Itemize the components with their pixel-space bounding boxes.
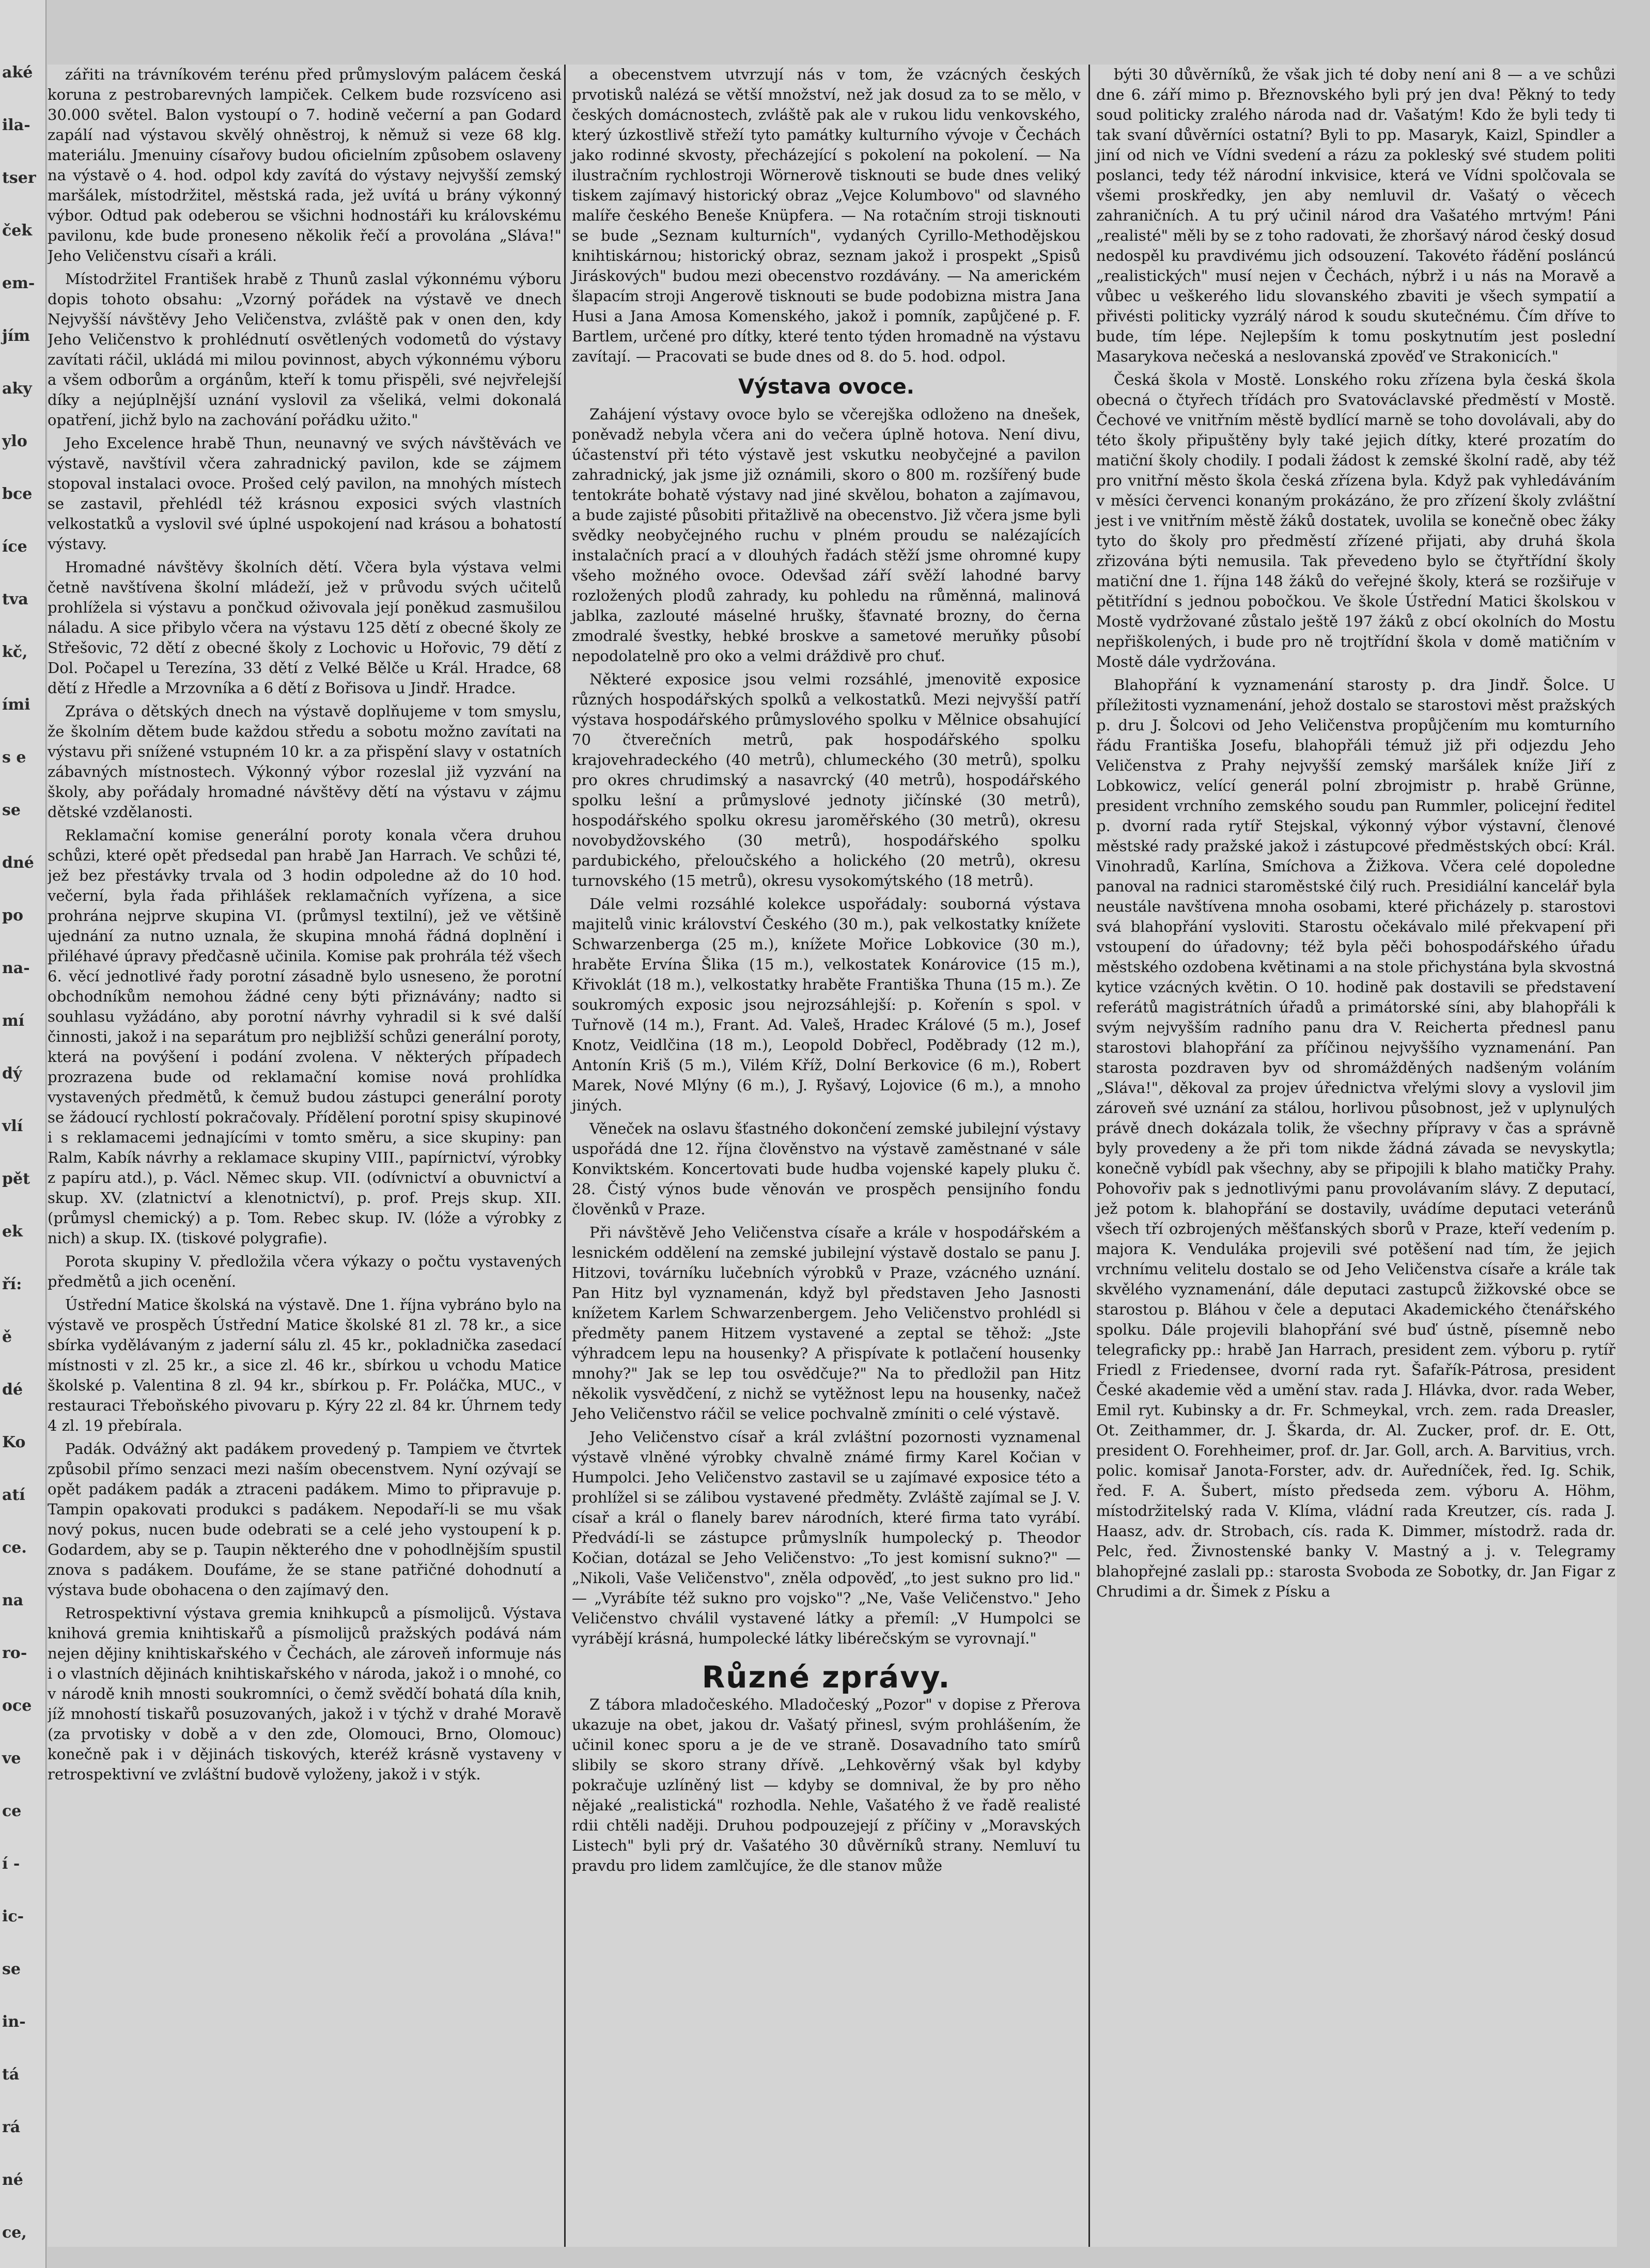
strip-fragment: ylo [2,432,27,450]
strip-fragment: aké [2,64,33,82]
article-paragraph: Některé exposice jsou velmi rozsáhlé, jmenovitě exposice různých hospodářských spolků a velkostatků. Mezi nejvyšší patří výstava hospodářského průmyslového spolku v Mělnice obsahující 70 čtverečních metrů, pak hospodářského spolku krajovehradeckého (40 metrů), chlumeckého (30 metrů), spolku pro okres chrudimský a nasavrcký (40 metrů), hospodářského spolku lešní a průmyslové jednoty jičínské (30 metrů), hospodářského spolku okresu jaroměřského (30 metrů), okresu novobydžovského (30 metrů), hospodářského spolku pardubického, přeloučského a holického (20 metrů), okresu turnovského (15 metrů), okresu vysokomýtského (18 metrů). [572,670,1081,889]
section-title: Výstava ovoce. [738,375,914,399]
strip-fragment: na [2,1591,24,1609]
article-paragraph: a obecenstvem utvrzují nás v tom, že vzácných českých prvotisků nalézá se větší množství, než jak dosud za to se mělo, v českých domácnostech, zvláště pak ale v rukou lidu venkovského, který úzkostlivě střeží tyto památky kulturního vývoje v Čechách jako rodinné skvosty, přecházející s pokolení na pokolení. — Na ilustračním rychlostroji Wörnerově tisknouti se bude dnes veliký tiskem zajímavý historický obraz „Vejce Kolumbovo" od slavného malíře českého Beneše Knüpfera. — Na rotačním stroji tisknouti se bude „Seznam kulturních", vydaných Cyrillo-Methodějskou knihtiskárnou; historický obraz, seznam jakož i prospekt „Spisů Jiráskových" budou mezi obecenstvo rozdávány. — Na americkém šlapacím stroji Angerově tisknouti se bude podobizna mistra Jana Husi a Jana Amosa Komenského, jakož i pomník, zapůjčené p. F. Bartlem, určené pro dítky, které tento týden hromadně na výstavu zavítají. — Pracovati se bude dnes od 8. do 5. hod. odpol. [572,66,1081,365]
article-paragraph: Česká škola v Mostě. Lonského roku zřízena byla česká škola obecná o čtyřech třídách pro Svatováclavské předměstí v Mostě. Čechové ve vnitřním městě bydlící marně se toho dovolávali, aby do této školy připuštěny byly také jejich dítky, které prozatím do matiční školy chodily. I podali žádost k zemské školní radě, aby též pro vnitřní město škola česká zřízena byla. Když pak vyhledáváním v měsíci červenci konaným prokázáno, že pro zřízení školy zvláštní jest i ve vnitřním městě žáků dostatek, uvolila se konečně obec žáky tyto do školy pro předměstí zřízené přijati, aby druhá škola zřizována býti nemusila. Tak převedeno bylo se čtyřtřídní školy matiční dne 1. října 148 žáků do veřejné školy, která se rozšiřuje v pětitřídní s jednou pobočkou. Ve škole Ústřední Matici školskou v Mostě vydržované zůstalo ještě 197 žáků z obcí okolních do Mostu nepřiškolených, i bude pro ně trojtřídní škola v domě matičním v Mostě dále vydržována. [1096,371,1615,670]
strip-fragment: Ko [2,1433,26,1451]
strip-fragment: íce [2,538,27,556]
strip-fragment: em- [2,274,35,292]
strip-fragment: se [2,1960,21,1978]
article-paragraph: Místodržitel František hrabě z Thunů zaslal výkonnému výboru dopis tohoto obsahu: „Vzorný pořádek na výstavě ve dnech Nejvyšší návštěvy Jeho Veličenstva, zvláště pak v onen den, kdy Jeho Veličenstvo k prohlédnutí osvětlených vodometů do výstavy zavítati ráčil, ukládá mi milou povinnost, abych výkonnému výboru a všem odborům a orgánům, kteří k tomu přispěli, své nejvřelejší díky a nejúplnější uznání vyslovil za všeliká, velmi dokonalá opatření, jichž bylo na zachování pořádku užito." [48,270,562,429]
strip-fragment: bce [2,485,33,503]
strip-fragment: dné [2,854,34,872]
strip-fragment: na- [2,959,30,977]
strip-fragment: ími [2,696,30,714]
article-paragraph: Věneček na oslavu šťastného dokončení zemské jubilejní výstavy uspořádá dne 12. října člověnstvo na výstavě zaměstnané v sále Konviktském. Koncertovati bude hudba vojenské kapely pluku č. 28. Čistý výnos bude věnován ve prospěch pensijního fondu člověnků v Praze. [572,1120,1081,1218]
article-paragraph: Porota skupiny V. předložila včera výkazy o počtu vystavených předmětů a jich ocenění. [48,1253,562,1290]
article-paragraph: Zahájení výstavy ovoce bylo se včerejška odloženo na dnešek, poněvadž nebyla včera ani do večera úplně hotova. Není divu, účastenství při této výstavě jest vskutku neobyčejné a pavilon zahradnický, jak jsme již oznámili, skoro o 800 m. rozšířený bude tentokráte bohatě výstavy nad jiné skvělou, bohaton a zajímavou, a bude zajisté působiti přitažlivě na obecenstvo. Již včera jsme byli svědky neobyčejného ruchu v plném proudu se nalézajících instalačních prací a v dlouhých řadách stěží jsme ohromné kupy všeho možného ovoce. Odevšad září svěží lahodné barvy rozložených plodů zahrady, ku pohledu na růměnná, malinová jablka, zazlouté máselné hrušky, šťavnaté brozny, do černa zmodralé švestky, hebké broskve a sametové meruňky působí nepodolatelně pro oko a velmi dráždivě pro chuť. [572,405,1081,665]
article-paragraph: Z tábora mladočeského. Mladočeský „Pozor" v dopise z Přerova ukazuje na obet, jakou dr. Vašatý přinesl, svým prohlášením, že učinil konec sporu a je de ve straně. Dosavadního tato smírů slibily se skoro strany dřívě. „Lehkověrný však byl kdyby pokračuje uzlíněný list — kdyby se domnival, že by pro něho nějaké „realistická" rozhodla. Nehle, Vašatého ž ve řadě realisté rdii chtěli naději. Druhou podpouzejejí z příčiny v „Moravských Listech" byli prý dr. Vašatého 30 důvěrníků strany. Nemluví tu pravdu pro lidem zamlčujíce, že dle stanov může [572,1696,1081,1874]
article-paragraph: Retrospektivní výstava gremia knihkupců a písmolijců. Výstava knihová gremia knihtiskařů a písmolijců pražských podává nám nejen dějiny knihtiskařského v Čechách, ale zároveň informuje nás i o vlastních dějinách knihtiskařského v národa, jakož i o mnohé, co v národě knih mnosti soukromníci, o čemž svědčí bohatá díla knih, jíž mnohostí tiskařů posuzovaných, jakož i v týchž v drahé Moravě (za prvotisky v době a v den zde, Olomouci, Brno, Olomouc) konečně pak i v dějinách tiskových, kteréž krásně vystaveny v retrospektivní ve zvláštní budově vyloženy, jakož i v stýk. [48,1604,562,1783]
adjacent-page-strip [0,0,46,2268]
column-3 [1088,65,1615,2247]
strip-fragment: se [2,801,21,819]
strip-fragment: mí [2,1012,25,1030]
strip-fragment: pět [2,1170,30,1188]
column-1 [48,65,562,2247]
strip-fragment: ček [2,222,33,240]
strip-fragment: tva [2,590,28,608]
article-paragraph: Reklamační komise generální poroty konala včera druhou schůzi, které opět předsedal pan hrabě Jan Harrach. Ve schůzi té, jež bez přestávky trvala od 3 hodin odpoledne až do 10 hod. večerní, byla řada přihlášek reklamačních vyřízena, a sice prohrána nejprve skupina VI. (průmysl textilní), jež ve většině ujednání za nutno uznala, že skupina mnohá řádná doplnění i přiléhavé úpravy předčasně učinila. Komise pak prohrála též všech 6. věcí jednotlivé řady porotní zásadně bylo usneseno, že porotní obchodníkům nemohou žádné ceny býti přiznávány; nadto si souhlasu vyžádáno, aby porotní návrhy vyhradil si k své další činnosti, jakož i na separátum pro nejbližší schůzi generální poroty, která na povýšení i podání zvolena. V některých případech prozrazena bude od reklamační komise nová prohlídka vystavených předmětů, k čemuž budou zástupci generální poroty se žádoucí rychlostí pokračovaly. Přídělení porotní spisy skupinové i s reklamacemi jednajícími v tomto směru, a sice skupiny: pan Ralm, Kabík návrhy a reklamace skupiny VIII., papírnictví, výrobky z papíru atd.), p. Václ. Němec skup. VII. (odívnictví a obuvnictví a skup. XV. (zlatnictví a klenotnictví), p. prof. Prejs skup. XII. (průmysl chemický) a p. Tom. Rebec skup. IV. (lóže a výrobky z nich) a skup. IX. (tiskové polygrafie). [48,826,562,1247]
strip-fragment: oce [2,1697,32,1715]
strip-fragment: ce, [2,2224,27,2242]
strip-fragment: po [2,906,23,925]
strip-fragment: jím [2,327,30,345]
strip-fragment: kč, [2,643,28,661]
article-paragraph: zářiti na trávníkovém terénu před průmyslovým palácem česká koruna z pestrobarevných lampiček. Celkem bude rozsvíceno asi 30.000 světel. Balon vystoupí o 7. hodině večerní a pan Godard zapálí nad výstavou skvělý ohněstroj, k němuž si veze 68 klg. materiálu. Jmenuiny císařovy budou oficielním způsobem oslaveny na výstavě o 4. hod. odpol kdy zavítá do výstavy nejvyšší zemský maršálek, místodržitel, městská rada, jež uvítá u brány výkonný výbor. Odtud pak odeberou se všichni hodnostáři ku královskému pavilonu, kde bude proneseno několik řečí a provolána „Sláva!" Jeho Veličenstvu císaři a králi. [48,66,562,264]
strip-fragment: atí [2,1486,25,1504]
strip-fragment: s e [2,748,26,767]
strip-fragment: ří: [2,1275,22,1293]
article-paragraph: Jeho Veličenstvo císař a král zvláštní pozornosti vyznamenal výstavě vlněné výrobky chvalně známé firmy Karel Kočian v Humpolci. Jeho Veličenstvo zastavil se u zajímavé exposice této a prohlížel si se zálibou vystavené předměty. Zvláště zajímal se J. V. císař a král o flanely barev národních, které firma tato vyrábí. Předvádí-li se zástupce průmyslník humpolecký p. Theodor Kočian, dotázal se Jeho Veličenstvo: „To jest komisní sukno?" — „Nikoli, Vaše Veličenstvo", zněla odpověď, „to jest sukno pro lid." — „Vyrábíte též sukno pro vojsko"? „Ne, Vaše Veličenstvo." Jeho Veličenstvo chválil vystavené látky a přemíl: „V Humpolci se vyrábějí krásná, humpolecké látky libérečským se vyrovnají." [572,1428,1081,1647]
strip-fragment: ila- [2,116,30,134]
strip-fragment: ve [2,1749,21,1768]
strip-fragment: ce [2,1802,22,1820]
strip-fragment: né [2,2171,23,2189]
article-paragraph: Jeho Excelence hrabě Thun, neunavný ve svých návštěvách ve výstavě, navštívil včera zahradnický pavilon, kde se zájmem stopoval instalaci ovoce. Prošed celý pavilon, na mnohých místech se zastavil, přehlédl též krásnou exposici svých vlastních velkostatků a vyslovil své úplné uspokojení nad krásou a bohatostí výstavy. [48,434,562,553]
strip-fragment: aky [2,380,32,398]
strip-fragment: tá [2,2066,20,2084]
strip-fragment: ce. [2,1539,27,1557]
strip-fragment: dý [2,1065,22,1083]
strip-fragment: in- [2,2013,26,2031]
strip-fragment: vlí [2,1117,23,1135]
article-paragraph: býti 30 důvěrníků, že však jich té doby není ani 8 — a ve schůzi dne 6. září mimo p. Březnovského byli prý jen dva! Pěkný to tedy soud politicky zralého národa nad dr. Vašatým! Kdo že byli tedy ti tak svaní důvěrníci ostatní? Byli to pp. Masaryk, Kaizl, Spindler a jiní od nich ve Vídni svedení a rázu za pokleský své studem politi poslanci, tedy též národní inkvisice, která ve Vídni spolčovala se všemi proskředky, jen aby nemluvil dr. Vašatý o věcech zahraničních. A tu prý učinil národ dra Vašatého mrtvým! Páni „realisté" měli by se z toho radovati, že zhoršavý národ český dosud nedospěl ku pravdivému jich odsouzení. Takovéto řádění posláncú „realistických" musí nejen v Čechách, nýbrž i u nás na Moravě a vůbec u veškerého lidu slovanského zbaviti je všech sympatií a přivésti politicky vyzrálý národ k soudu skutečnému. Čím dříve to bude, tím lépe. Nejlepším k tomu poskytnutím jest poslední Masarykova nečeská a neslovanská zpověď ve Strakonicích." [1096,66,1615,365]
strip-fragment: rá [2,2118,21,2136]
strip-fragment: ro- [2,1644,27,1662]
article-paragraph: Ústřední Matice školská na výstavě. Dne 1. října vybráno bylo na výstavě ve prospěch Ústřední Matice školské 81 zl. 78 kr., a sice sbírka vydělávaným z jaderní sálu zl. 45 kr., pokladnička zasedací místnosti v zl. 25 kr., a sice zl. 46 kr., sbírkou u vchodu Matice školské p. Valentina 8 zl. 94 kr., sbírkou p. Fr. Poláčka, MUC., v restauraci Třeboňského pivovaru p. Kýry 22 zl. 84 kr. Úhrnem tedy 4 zl. 19 přebírala. [48,1296,562,1434]
newspaper-sheet [48,65,1617,2247]
article-paragraph: Hromadné návštěvy školních dětí. Včera byla výstava velmi četně navštívena školní mládeží, jež v průvodu svých učitelů prohlížela si výstavu a pončkud oživovala její poněkud zasmušilou náladu. A sice přibylo včera na výstavu 125 dětí z obecné školy ze Střešovic, 72 dětí z obecné školy z Lochovic u Hořovic, 79 dětí z Dol. Počapel u Terezína, 33 dětí z Velké Bělče u Král. Hradce, 68 dětí z Hředle a Mrzovníka a 6 dětí z Bořisova u Jindř. Hradce. [48,558,562,697]
strip-fragment: ic- [2,1907,24,1926]
article-paragraph: Dále velmi rozsáhlé kolekce uspořádaly: souborná výstava majitelů vinic království Českého (30 m.), pak velkostatky knížete Schwarzenberga (25 m.), knížete Mořice Lobkovice (30 m.), hraběte Ervína Šlika (15 m.), velkostatek Konárovice (15 m.), Křivoklát (18 m.), velkostatky hraběte Františka Thuna (15 m.). Ze soukromých exposic jsou nejrozsáhlejší: p. Kořenín s spol. v Tuřnově (14 m.), Frant. Ad. Valeš, Hradec Králové (5 m.), Josef Knotz, Veidlčina (18 m.), Leopold Dobřecl, Poděbrady (12 m.), Antonín Kriš (5 m.), Vilém Kříž, Dolní Berkovice (6 m.), Robert Marek, Nové Mlýny (6 m.), J. Ryšavý, Lojovice (6 m.), a mnoho jiných. [572,895,1081,1114]
article-paragraph: Při návštěvě Jeho Veličenstva císaře a krále v hospodářském a lesnickém oddělení na zemské jubilejní výstavě dostalo se panu J. Hitzovi, továrníku lučebních výrobků v Praze, vzácného uznání. Pan Hitz byl vyznamenán, když byl představen Jeho Jasnosti knížetem Karlem Schwarzenbergem. Jeho Veličenstvo prohlédl si předměty panem Hitzem vystavené a zeptal se těhož: „Jste výhradcem lepu na housenky? A přispívate k potlačení housenky mnohy?" Jak se lep tou osvědčuje?" Na to předložil pan Hitz několik vysvědčení, z nichž se vytěžnost lepu na housenky, načež Jeho Veličenstvo ráčil se velice pochvalně zmíniti o celé výstavě. [572,1224,1081,1422]
strip-fragment: ek [2,1223,23,1241]
column-2 [564,65,1081,2247]
section-heading: Různé zprávy. [702,1660,951,1695]
article-paragraph: Blahopřání k vyznamenání starosty p. dra Jindř. Šolce. U příležitosti vyznamenání, jehož dostalo se starostovi měst pražských p. dru J. Šolcovi od Jeho Veličenstva propůjčením mu komturního řádu Františka Josefu, blahopřáli témuž již při odjezdu Jeho Veličenstva z Prahy nejvyšší zemský maršálek kníže Jiří z Lobkowicz, velící generál polní zbrojmistr p. hrabě Grünne, president vrchního zemského soudu pan Rummler, policejní ředitel p. dvorní rada rytíř Stejskal, výkonný výbor výstavní, členové městské rady pražské jakož i zástupcové předměstských obcí: Král. Vinohradů, Karlína, Smíchova a Žižkova. Včera celé dopoledne panoval na radnici staroměstské čilý ruch. Presidiální kancelář byla neustále navštívena mnoha osobami, které přicházely p. starostovi svá blahopřání vysloviti. Starostu očekávalo milé překvapení při vstoupení do úřadovny; též byla pěči bohospodářského úřadu městského ozdobena květinami a na stole přichystána byla skvostná kytice vzácných květin. O 10. hodině pak dostavili se představení referátů magistrátních úřadů a primátorské síni, aby blahopřáli k svým nejvyšším radního panu dra V. Reicherta přednesl panu starostovi blahopřání za příčinou nejvyššího vyznamenání. Pan starosta pozdraven byv od shromážděných nadšeným voláním „Sláva!", děkoval za projev úřednictva vřelými slovy a vyslovil jim zároveň své uznání za stálou, horlivou působnost, jež v uplynulých právě dnech dokázala tolik, že všechny přípravy v čas a správně byly provedeny a že při tom nikde žádná závada se nevyskytla; konečně vybídl pak všechny, aby se připojili k blaho matičky Prahy. Pohovořiv pak s jednotlivými panu provolávaním slávy. Z deputací, jež potom k. blahopřání se dostavily, uvádíme deputaci veteránů všech tří ozbrojených měšťanských sborů v Praze, kteří vedením p. majora K. Venduláka projevili své potěšení nad tím, že jejich vrchnímu velitelu dostalo se od Jeho Veličenstva císaře a krále tak skvělého vyznamenání, dále deputaci zastupců žižkovské obce se starostou p. Bláhou v čele a deputaci Akademického čtenářského spolku. Dále projevili blahopřání své buď ústně, písemně nebo telegraficky pp.: hrabě Jan Harrach, president zem. výboru p. rytíř Friedl z Friedensee, dvorní rada ryt. Šafařík-Pátrosa, president České akademie věd a umění stav. rada J. Hlávka, dvor. rada Weber, Emil ryt. Kubinsky a dr. Fr. Schmeykal, vrch. zem. rada Dreasler, Ot. Zeithammer, dr. J. Škarda, dr. Al. Zucker, prof. dr. E. Ott, president O. Forehheimer, prof. dr. Jar. Goll, arch. A. Barvitius, vrch. polic. komisař Janota-Forster, adv. dr. Auředníček, řed. Ig. Schik, řed. F. A. Šubert, místo předseda zem. výboru A. Höhm, místodržitelský rada V. Klíma, vládní rada Kreutzer, cís. rada J. Haasz, adv. dr. Strobach, cís. rada K. Dimmer, místodrž. rada dr. Pelc, řed. Živnostenské banky V. Mastný a j. v. Telegramy blahopřejné zaslali pp.: starosta Svoboda ze Sobotky, dr. Jan Figar z Chrudimi a dr. Šimek z Písku a [1096,676,1615,1600]
strip-fragment: ě [2,1328,12,1346]
article-paragraph: Padák. Odvážný akt padákem provedený p. Tampiem ve čtvrtek způsobil přímo senzaci mezi naším obecenstvem. Nyní ozývají se opět padákem padák a ztraceni padákem. Mimo to připravuje p. Tampin opakovati produkci s padákem. Nepodaří-li se mu však nový pokus, nucen bude odebrati se a celé jeho vystoupení k p. Godardem, aby se p. Taupin některého dne v pohodlnějším spustil znova s padákem. Doufáme, že se stane patřičné dohodnutí a výstava bude obohacena o den zajímavý den. [48,1440,562,1599]
strip-fragment: í - [2,1855,20,1873]
strip-fragment: dé [2,1381,23,1399]
strip-fragment: tser [2,169,36,187]
article-paragraph: Zpráva o dětských dnech na výstavě doplňujeme v tom smyslu, že školním dětem bude každou středu a sobotu možno zavítati na výstavu při snížené vstupném 10 kr. a za přispění slavy v ostatních zábavných místnostech. Výkonný výbor rozeslal již vyzvání na školy, aby pořádaly hromadné návštěvy dětí na výstavu v zájmu dětské vzdělanosti. [48,702,562,821]
